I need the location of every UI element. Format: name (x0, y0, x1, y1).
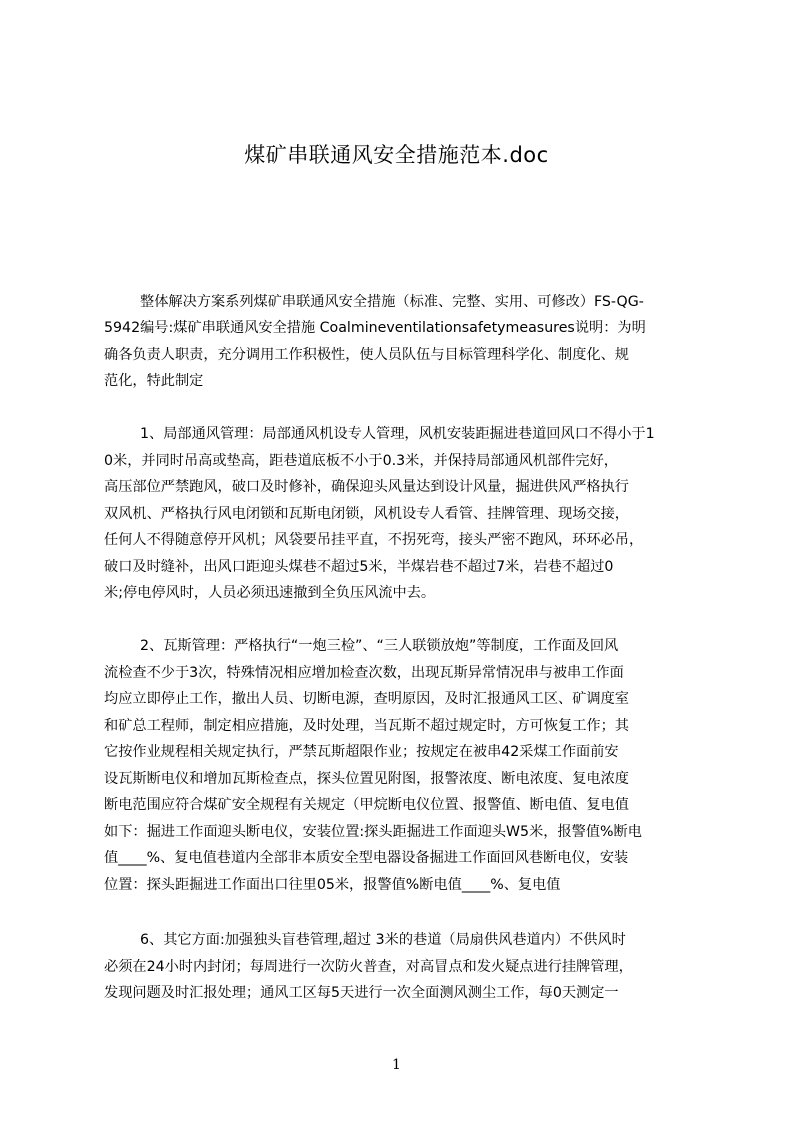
paragraph-2-line-4: 双风机、严格执行风电闭锁和瓦斯电闭锁，风机设专人看管、挂牌管理、现场交接， (104, 506, 629, 522)
paragraph-3-line-1: 2、瓦斯管理：严格执行“一炮三检”、“三人联锁放炮”等制度，工作面及回风 (140, 638, 619, 654)
page-number: 1 (392, 1057, 401, 1073)
paragraph-3-line-2: 流检查不少于3次，特殊情况相应增加检查次数，出现瓦斯异常情况串与被串工作面 (104, 665, 624, 681)
paragraph-1-line-3: 确各负责人职责，充分调用工作积极性，使人员队伍与目标管理科学化、制度化、规 (104, 347, 629, 363)
paragraph-3-line-10: 位置：探头距掘进工作面出口往里05米，报警值%断电值____%、复电值 (104, 877, 561, 893)
paragraph-2-line-7: 米;停电停风时，人员必须迅速撤到全负压风流中去。 (104, 585, 436, 601)
paragraph-2-line-3: 高压部位严禁跑风，破口及时修补，确保迎头风量达到设计风量，掘进供风严格执行 (104, 479, 629, 495)
paragraph-2-line-5: 任何人不得随意停开风机；风袋要吊挂平直，不拐死弯，接头严密不跑风，环环必吊， (104, 532, 644, 548)
paragraph-4-line-1: 6、其它方面:加强独头盲巷管理,超过 3米的巷道（局扇供风巷道内）不供风时 (140, 932, 626, 948)
paragraph-3-line-9: 值____%、复电值巷道内全部非本质安全型电器设备掘进工作面回风巷断电仪，安装 (104, 850, 629, 866)
paragraph-3-line-6: 设瓦斯断电仪和增加瓦斯检查点，探头位置见附图，报警浓度、断电浓度、复电浓度 (104, 771, 629, 787)
paragraph-4-line-3: 发现问题及时汇报处理；通风工区每5天进行一次全面测风测尘工作，每0天测定一 (104, 985, 619, 1001)
paragraph-1-line-4: 范化，特此制定 (104, 373, 204, 389)
paragraph-4-line-2: 必须在24小时内封闭；每周进行一次防火普查，对高冒点和发火疑点进行挂牌管理， (104, 959, 633, 975)
paragraph-3-line-8: 如下：掘进工作面迎头断电仪，安装位置:探头距掘进工作面迎头W5米，报警值%断电 (104, 824, 642, 840)
paragraph-1-line-1: 整体解决方案系列煤矿串联通风安全措施（标准、完整、实用、可修改）FS-QG- (140, 294, 644, 310)
paragraph-3-line-3: 均应立即停止工作，撤出人员、切断电源，查明原因，及时汇报通风工区、矿调度室 (104, 691, 629, 707)
paragraph-3-line-7: 断电范围应符合煤矿安全规程有关规定（甲烷断电仪位置、报警值、断电值、复电值 (104, 797, 629, 813)
paragraph-2-line-2: 0米，并同时吊高或垫高，距巷道底板不小于0.3米，并保持局部通风机部件完好， (104, 453, 618, 469)
document-title: 煤矿串联通风安全措施范本.doc (244, 143, 549, 167)
paragraph-3-line-5: 它按作业规程相关规定执行，严禁瓦斯超限作业；按规定在被串42采煤工作面前安 (104, 744, 619, 760)
paragraph-1-line-2: 5942编号:煤矿串联通风安全措施 Coalmineventilationsafetymeasures说明：为明 (104, 320, 646, 336)
paragraph-3-line-4: 和矿总工程师，制定相应措施，及时处理，当瓦斯不超过规定时，方可恢复工作；其 (104, 718, 629, 734)
paragraph-2-line-6: 破口及时缝补，出风口距迎头煤巷不超过5米，半煤岩巷不超过7米，岩巷不超过0 (104, 559, 614, 575)
paragraph-2-line-1: 1、局部通风管理：局部通风机设专人管理，风机安装距掘进巷道回风口不得小于1 (140, 426, 655, 442)
